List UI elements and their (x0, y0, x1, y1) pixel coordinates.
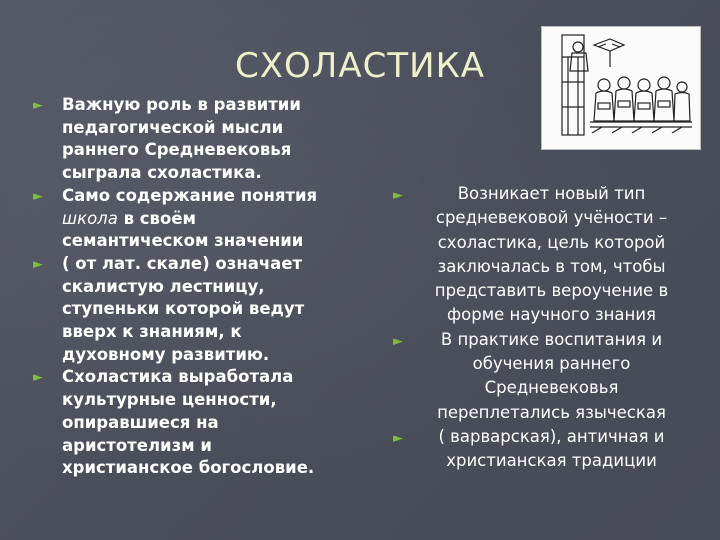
right-bullet-list (393, 182, 683, 474)
bullet-arrow-icon: ► (33, 98, 43, 113)
bullet-arrow-icon: ► (33, 188, 43, 204)
bullet-text: Важную роль в развитии педагогической мысли раннего Средневековья сыграла схоластика. (62, 95, 301, 183)
bullet-text: ( варварская), античная и христианская традиции (438, 426, 665, 471)
list-item (393, 182, 683, 328)
bullet-arrow-icon: ► (33, 256, 43, 272)
list-item (393, 425, 683, 474)
bullet-arrow-icon: ► (393, 430, 403, 446)
bullet-arrow-icon: ► (393, 333, 403, 349)
scholasticism-woodcut-illustration (541, 26, 701, 150)
list-item (393, 328, 683, 425)
bullet-text: В практике воспитания и обучения раннего Средневековья переплетались языческая (437, 329, 666, 422)
list-item (33, 253, 333, 367)
bullet-text: Схоластика выработала культурные ценности, опиравшиеся на аристотелизм и христианское богословие. (62, 367, 315, 478)
slide-title: СХОЛАСТИКА (235, 46, 485, 86)
list-item (33, 94, 333, 185)
bullet-text-part: в своём семантическом значении (62, 208, 304, 251)
list-item (33, 366, 333, 480)
bullet-text: Возникает новый тип средневековой учёности – схоластика, цель которой заключалась в том, чтобы представить вероучение в форме научного знания (434, 184, 669, 325)
left-bullet-list (33, 94, 333, 480)
bullet-text-part: Само содержание понятия (62, 185, 318, 205)
italic-term: школа (62, 208, 118, 228)
bullet-text: ( от лат. скале) означает скалистую лестницу, ступеньки которой ведут вверх к знаниям, к духовному развитию. (62, 253, 305, 364)
bullet-arrow-icon: ► (33, 370, 43, 386)
bullet-arrow-icon: ► (393, 188, 403, 203)
list-item (33, 185, 333, 253)
